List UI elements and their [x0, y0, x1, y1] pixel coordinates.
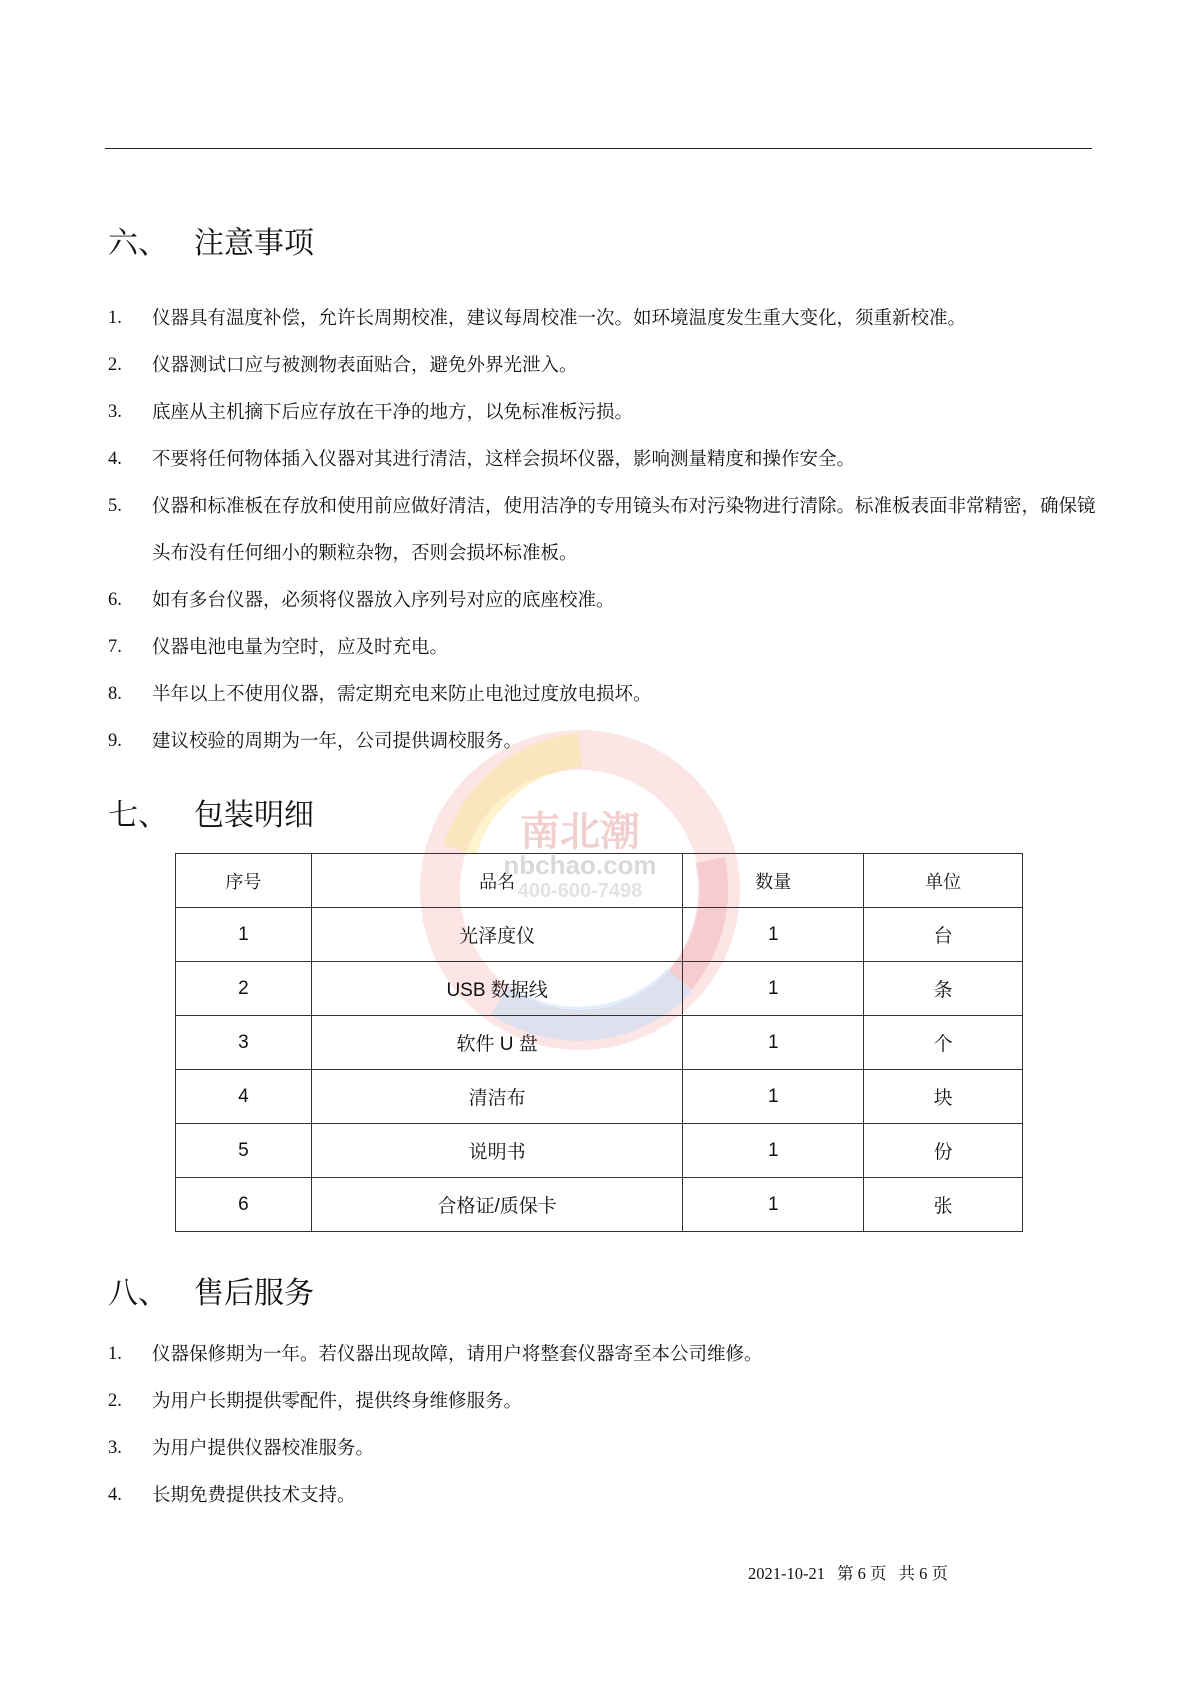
page-footer	[748, 1560, 960, 1584]
header-rule	[105, 148, 1092, 149]
item-text: 仪器电池电量为空时，应及时充电。	[152, 637, 449, 658]
header-qty: 数量	[683, 854, 864, 908]
table-row	[176, 1124, 1023, 1178]
item-number: 9.	[108, 731, 122, 751]
cell-name: 合格证/质保卡	[311, 1178, 683, 1232]
table-row	[176, 908, 1023, 962]
item-number: 8.	[108, 684, 122, 704]
item-number: 4.	[108, 449, 122, 469]
cell-seq: 1	[176, 908, 312, 962]
cell-qty: 1	[683, 1016, 864, 1070]
item-text: 长期免费提供技术支持。	[152, 1485, 356, 1506]
packing-table	[175, 853, 1023, 1232]
list-item	[108, 577, 1108, 624]
section-8-heading	[108, 1268, 314, 1312]
cell-unit: 条	[864, 962, 1023, 1016]
section-number: 六、	[108, 226, 168, 261]
watermark-site: nbchao.com	[503, 850, 657, 880]
watermark-brand: 南北潮	[520, 810, 640, 854]
table-row	[176, 962, 1023, 1016]
item-text: 为用户提供仪器校准服务。	[152, 1438, 375, 1459]
item-text: 建议校验的周期为一年，公司提供调校服务。	[152, 731, 523, 752]
table-row	[176, 1178, 1023, 1232]
after-sales-list	[108, 1331, 1108, 1519]
section-title: 包装明细	[194, 798, 314, 833]
list-item	[108, 342, 1108, 389]
cell-name: 软件 U 盘	[311, 1016, 683, 1070]
item-text: 半年以上不使用仪器，需定期充电来防止电池过度放电损坏。	[152, 684, 652, 705]
item-number: 5.	[108, 496, 122, 516]
item-number: 2.	[108, 1391, 122, 1411]
cell-unit: 张	[864, 1178, 1023, 1232]
cell-qty: 1	[683, 1070, 864, 1124]
list-item	[108, 483, 1108, 577]
precautions-list	[108, 295, 1108, 765]
watermark-phone: 400-600-7498	[517, 880, 643, 902]
footer-total: 共 6 页	[898, 1564, 948, 1583]
item-text: 如有多台仪器，必须将仪器放入序列号对应的底座校准。	[152, 590, 615, 611]
item-number: 3.	[108, 402, 122, 422]
cell-name: 清洁布	[311, 1070, 683, 1124]
list-item	[108, 1331, 1108, 1378]
list-item	[108, 671, 1108, 718]
cell-name: 说明书	[311, 1124, 683, 1178]
section-title: 注意事项	[194, 226, 314, 261]
cell-seq: 5	[176, 1124, 312, 1178]
section-title: 售后服务	[194, 1276, 314, 1311]
section-7-heading	[108, 790, 314, 834]
list-item	[108, 1472, 1108, 1519]
item-number: 4.	[108, 1485, 122, 1505]
item-text: 为用户长期提供零配件，提供终身维修服务。	[152, 1391, 523, 1412]
cell-name: USB 数据线	[311, 962, 683, 1016]
list-item	[108, 718, 1108, 765]
list-item	[108, 624, 1108, 671]
cell-name: 光泽度仪	[311, 908, 683, 962]
list-item	[108, 295, 1108, 342]
cell-unit: 台	[864, 908, 1023, 962]
list-item	[108, 436, 1108, 483]
item-number: 2.	[108, 355, 122, 375]
item-number: 6.	[108, 590, 122, 610]
header-seq: 序号	[176, 854, 312, 908]
cell-seq: 2	[176, 962, 312, 1016]
footer-page: 第 6 页	[837, 1564, 887, 1583]
item-text: 底座从主机摘下后应存放在干净的地方，以免标准板污损。	[152, 402, 634, 423]
table-row	[176, 1070, 1023, 1124]
footer-date: 2021-10-21	[748, 1564, 825, 1583]
item-number: 3.	[108, 1438, 122, 1458]
cell-seq: 3	[176, 1016, 312, 1070]
section-number: 七、	[108, 798, 168, 833]
section-6-heading	[108, 218, 314, 262]
table-header-row	[176, 854, 1023, 908]
list-item	[108, 389, 1108, 436]
item-text: 仪器保修期为一年。若仪器出现故障，请用户将整套仪器寄至本公司维修。	[152, 1344, 763, 1365]
cell-qty: 1	[683, 962, 864, 1016]
header-unit: 单位	[864, 854, 1023, 908]
item-text: 不要将任何物体插入仪器对其进行清洁，这样会损坏仪器，影响测量精度和操作安全。	[152, 449, 856, 470]
cell-qty: 1	[683, 908, 864, 962]
cell-qty: 1	[683, 1178, 864, 1232]
cell-unit: 份	[864, 1124, 1023, 1178]
cell-seq: 4	[176, 1070, 312, 1124]
cell-seq: 6	[176, 1178, 312, 1232]
item-number: 1.	[108, 308, 122, 328]
item-text: 仪器和标准板在存放和使用前应做好清洁，使用洁净的专用镜头布对污染物进行清除。标准板表面非常精密，确保镜头布没有任何细小的颗粒杂物，否则会损坏标准板。	[152, 496, 1096, 564]
cell-qty: 1	[683, 1124, 864, 1178]
list-item	[108, 1378, 1108, 1425]
section-number: 八、	[108, 1276, 168, 1311]
cell-unit: 个	[864, 1016, 1023, 1070]
item-text: 仪器测试口应与被测物表面贴合，避免外界光泄入。	[152, 355, 578, 376]
item-number: 1.	[108, 1344, 122, 1364]
item-number: 7.	[108, 637, 122, 657]
list-item	[108, 1425, 1108, 1472]
header-name: 品名	[311, 854, 683, 908]
table-row	[176, 1016, 1023, 1070]
item-text: 仪器具有温度补偿，允许长周期校准，建议每周校准一次。如环境温度发生重大变化，须重新校准。	[152, 308, 967, 329]
cell-unit: 块	[864, 1070, 1023, 1124]
